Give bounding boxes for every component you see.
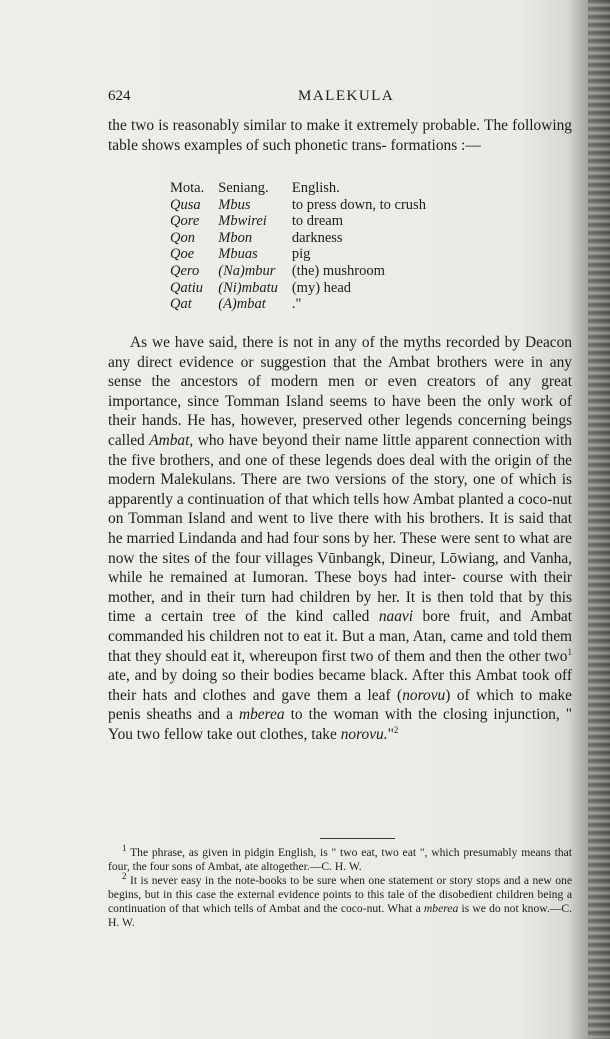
table-cell: Qusa bbox=[170, 196, 201, 213]
body-seg: " bbox=[387, 725, 394, 743]
table-row bbox=[170, 213, 440, 230]
body-italic: naavi bbox=[378, 608, 414, 626]
body-italic: mberea bbox=[238, 706, 285, 724]
body-seg: bore fruit, and Ambat commanded his children not to eat it. But a man, Atan, came and told them that they should eat it, whereupon first two of them and then the other two bbox=[108, 608, 572, 665]
table-cell: (Na)mbur bbox=[218, 262, 276, 279]
footnote-text: is we do not know.—C. H. W. bbox=[108, 902, 572, 929]
intro-text: the two is reasonably similar to make it extremely probable. The following table shows examples of such phonetic trans- formations :— bbox=[108, 117, 572, 154]
table-row bbox=[170, 197, 440, 214]
table-cell: ." bbox=[291, 296, 302, 313]
table-cell: darkness bbox=[291, 229, 343, 246]
page-number: 624 bbox=[108, 88, 131, 104]
footnote-italic: mberea bbox=[423, 902, 459, 915]
body-seg: who have beyond their name little apparent connection with the five brothers, and one of these legends does deal with the origin of the modern Malekulans. There are two versions of the story, one of which is apparently a continuation of that which tells how Ambat planted a coco-nut on Tomman Island and went to live there with his brothers. It is said that he married Lindanda and had four sons by her. These were sent to what are now the sites of the four villages Vūnbangk, Dineur, Lōwiang, and Vanha, while he remained at Iumoran. These boys had inter- course with their mother, and in their turn had children by her. It is then told that by this time a certain tree of the kind called bbox=[108, 431, 572, 626]
table-cell: Mbon bbox=[218, 229, 253, 246]
body-italic: Ambat, bbox=[149, 431, 194, 449]
table-cell: Mbwirei bbox=[218, 213, 267, 230]
body-seg: to the woman with the closing injunction, " You two fellow take out clothes, take bbox=[108, 706, 572, 743]
footnote-text: It is never easy in the note-books to be sure when one statement or story stops and a new one begins, but in this case the external evidence points to this tale of the disobedient children being a continuation of that which tells of Ambat and the coco-nut. What a bbox=[108, 874, 572, 915]
body-italic: norovu. bbox=[340, 725, 388, 743]
table-cell: to press down, to crush bbox=[291, 196, 426, 213]
table-row bbox=[170, 246, 440, 263]
table-row bbox=[170, 263, 440, 280]
table-cell: pig bbox=[291, 246, 311, 263]
table-header-row bbox=[170, 180, 440, 197]
page-edge-shadow bbox=[588, 0, 610, 1039]
table-row bbox=[170, 296, 440, 313]
table-cell: (the) mushroom bbox=[291, 262, 385, 279]
footnotes bbox=[108, 843, 572, 930]
body-italic: norovu bbox=[402, 686, 446, 704]
table-cell: (A)mbat bbox=[218, 296, 266, 313]
body-seg: As we have said, there is not in any of the myths recorded by Deacon any direct evidence or suggestion that the Ambat brothers were in any sense the ancestors of modern men or even creators of any great importance, since Tomman Island seems to have been the only work of their hands. He has, however, preserved other legends concerning beings called bbox=[108, 334, 572, 449]
table-cell: Mbuas bbox=[218, 246, 258, 263]
footnote-rule bbox=[320, 838, 395, 839]
table-cell: Qatiu bbox=[170, 279, 204, 296]
table-cell: Qore bbox=[170, 213, 200, 230]
col-header-english: English. bbox=[291, 180, 340, 196]
footnote-text: The phrase, as given in pidgin English, is " two eat, two eat ", which presumably means that four, the four sons of Ambat, ate altogether.—C. H. W. bbox=[108, 846, 572, 873]
table-cell: Qat bbox=[170, 296, 192, 313]
col-header-mota: Mota. bbox=[170, 180, 205, 196]
main-paragraph bbox=[108, 333, 572, 744]
footnote-mark: 2 bbox=[122, 871, 127, 882]
table-cell: (my) head bbox=[291, 279, 352, 296]
body-seg: ) of which to make penis sheaths and a bbox=[108, 686, 572, 724]
intro-paragraph bbox=[108, 116, 572, 155]
footnote-2 bbox=[108, 871, 572, 930]
table-cell: Qon bbox=[170, 229, 195, 246]
footnote-ref: 2 bbox=[393, 724, 399, 735]
table-cell: Qoe bbox=[170, 246, 195, 263]
table-cell: (Ni)mbatu bbox=[218, 279, 278, 296]
table-row bbox=[170, 230, 440, 247]
phonetic-table bbox=[170, 180, 440, 313]
table-cell: to dream bbox=[291, 213, 343, 230]
running-title: MALEKULA bbox=[298, 88, 395, 104]
footnote-mark: 1 bbox=[122, 843, 127, 854]
table-cell: Mbus bbox=[218, 196, 251, 213]
footnote-ref: 1 bbox=[567, 646, 572, 657]
col-header-seniang: Seniang. bbox=[218, 180, 269, 196]
body-seg: ate, and by doing so their bodies became black. After this Ambat took off their hats and clothes and gave them a leaf ( bbox=[108, 667, 572, 704]
body-text bbox=[108, 333, 572, 744]
table-row bbox=[170, 280, 440, 297]
page-header bbox=[108, 88, 578, 110]
table-cell: Qero bbox=[170, 262, 200, 279]
footnote-1 bbox=[108, 843, 572, 874]
